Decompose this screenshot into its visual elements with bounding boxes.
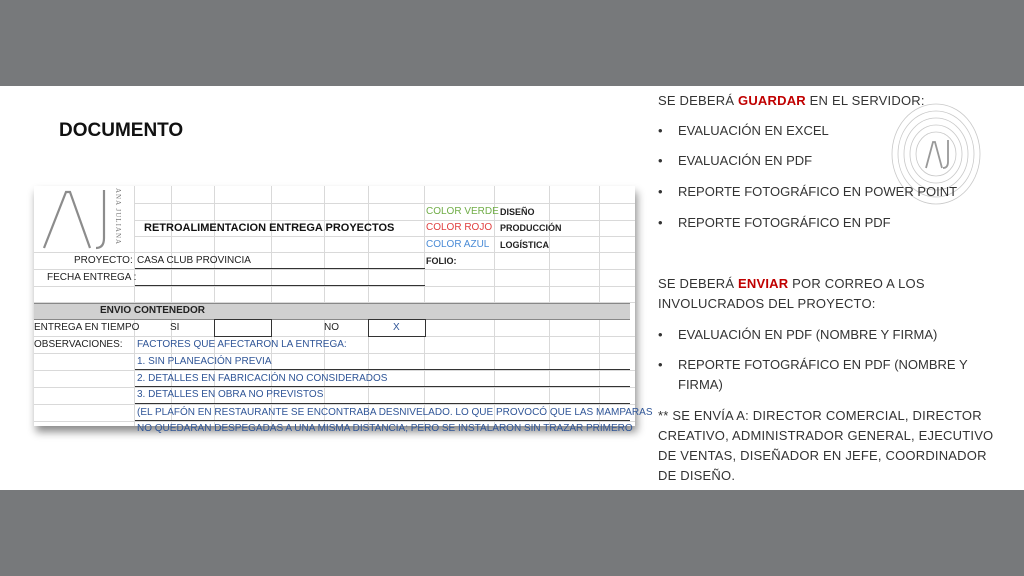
entrega-tiempo-label: ENTREGA EN TIEMPO	[34, 322, 140, 333]
bullet-dot: •	[658, 357, 663, 372]
enviar-item-label: EVALUACIÓN EN PDF (NOMBRE Y FIRMA)	[678, 327, 938, 342]
factores-label: FACTORES QUE AFECTARON LA ENTREGA:	[137, 339, 347, 350]
proyecto-value: CASA CLUB PROVINCIA	[137, 255, 251, 266]
guardar-highlight: GUARDAR	[738, 93, 806, 108]
section-title: ENVIO CONTENEDOR	[100, 305, 206, 316]
sheet-title: RETROALIMENTACION ENTREGA PROYECTOS	[144, 222, 395, 234]
enviar-heading-line2: INVOLUCRADOS DEL PROYECTO:	[658, 296, 876, 311]
footnote-line: ** SE ENVÍA A: DIRECTOR COMERCIAL, DIRECTOR	[658, 408, 982, 423]
enviar-item-label: REPORTE FOTOGRÁFICO EN PDF (NOMBRE Y	[678, 357, 968, 372]
footnote-line: DE VENTAS, DISEÑADOR EN JEFE, COORDINADOR	[658, 448, 987, 463]
observaciones-label: OBSERVACIONES:	[34, 339, 123, 350]
factor-item: 3. DETALLES EN OBRA NO PREVISTOS	[137, 389, 324, 400]
legend-area-produccion: PRODUCCIÓN	[500, 223, 562, 233]
proyecto-label: PROYECTO:	[74, 255, 133, 266]
bullet-dot: •	[658, 327, 663, 342]
logo-name: ANA JULIANA	[114, 188, 122, 246]
no-label: NO	[324, 322, 339, 333]
legend-color-blue: COLOR AZUL	[426, 239, 490, 250]
no-mark: X	[393, 322, 400, 333]
legend-area-diseno: DISEÑO	[500, 207, 535, 217]
si-label: SI	[170, 322, 180, 333]
spreadsheet-preview	[34, 186, 653, 434]
guardar-item-label: EVALUACIÓN EN EXCEL	[678, 123, 829, 138]
enviar-item-label-cont: FIRMA)	[678, 377, 723, 392]
enviar-highlight: ENVIAR	[738, 276, 789, 291]
legend-color-green: COLOR VERDE	[426, 206, 499, 217]
fecha-entrega-label: FECHA ENTREGA :	[47, 272, 137, 283]
page-title: DOCUMENTO	[59, 120, 184, 141]
footnote-line: DE DISEÑO.	[658, 468, 736, 483]
bullet-dot: •	[658, 123, 663, 138]
legend-area-logistica: LOGÍSTICA	[500, 240, 549, 250]
bullet-dot: •	[658, 215, 663, 230]
bullet-dot: •	[658, 153, 663, 168]
guardar-suffix: EN EL SERVIDOR:	[805, 93, 925, 108]
bullet-dot: •	[658, 184, 663, 199]
section-header	[34, 303, 630, 320]
guardar-heading	[658, 93, 925, 108]
company-logo	[34, 186, 134, 252]
note-line: (EL PLAFÓN EN RESTAURANTE SE ENCONTRABA DESNIVELADO. LO QUE PROVOCÓ QUE LAS MAMPARAS	[137, 407, 653, 418]
guardar-item-label: REPORTE FOTOGRÁFICO EN POWER POINT	[678, 184, 958, 199]
guardar-item-label: EVALUACIÓN EN PDF	[678, 153, 813, 168]
footnote-line: CREATIVO, ADMINISTRADOR GENERAL, EJECUTIVO	[658, 428, 994, 443]
factor-item: 1. SIN PLANEACIÓN PREVIA	[137, 356, 272, 367]
enviar-suffix: POR CORREO A LOS	[788, 276, 925, 291]
legend-color-red: COLOR ROJO	[426, 222, 493, 233]
guardar-prefix: SE DEBERÁ	[658, 93, 739, 108]
guardar-item-label: REPORTE FOTOGRÁFICO EN PDF	[678, 215, 891, 230]
folio-label: FOLIO:	[426, 256, 457, 266]
factor-item: 2. DETALLES EN FABRICACIÓN NO CONSIDERADOS	[137, 373, 388, 384]
enviar-prefix: SE DEBERÁ	[658, 276, 739, 291]
note-line: NO QUEDARAN DESPEGADAS A UNA MISMA DISTANCIA; PERO SE INSTALARON SIN TRAZAR PRIMERO	[137, 423, 633, 434]
no-checkbox	[368, 319, 426, 337]
enviar-heading	[658, 276, 925, 291]
si-checkbox	[214, 319, 272, 337]
